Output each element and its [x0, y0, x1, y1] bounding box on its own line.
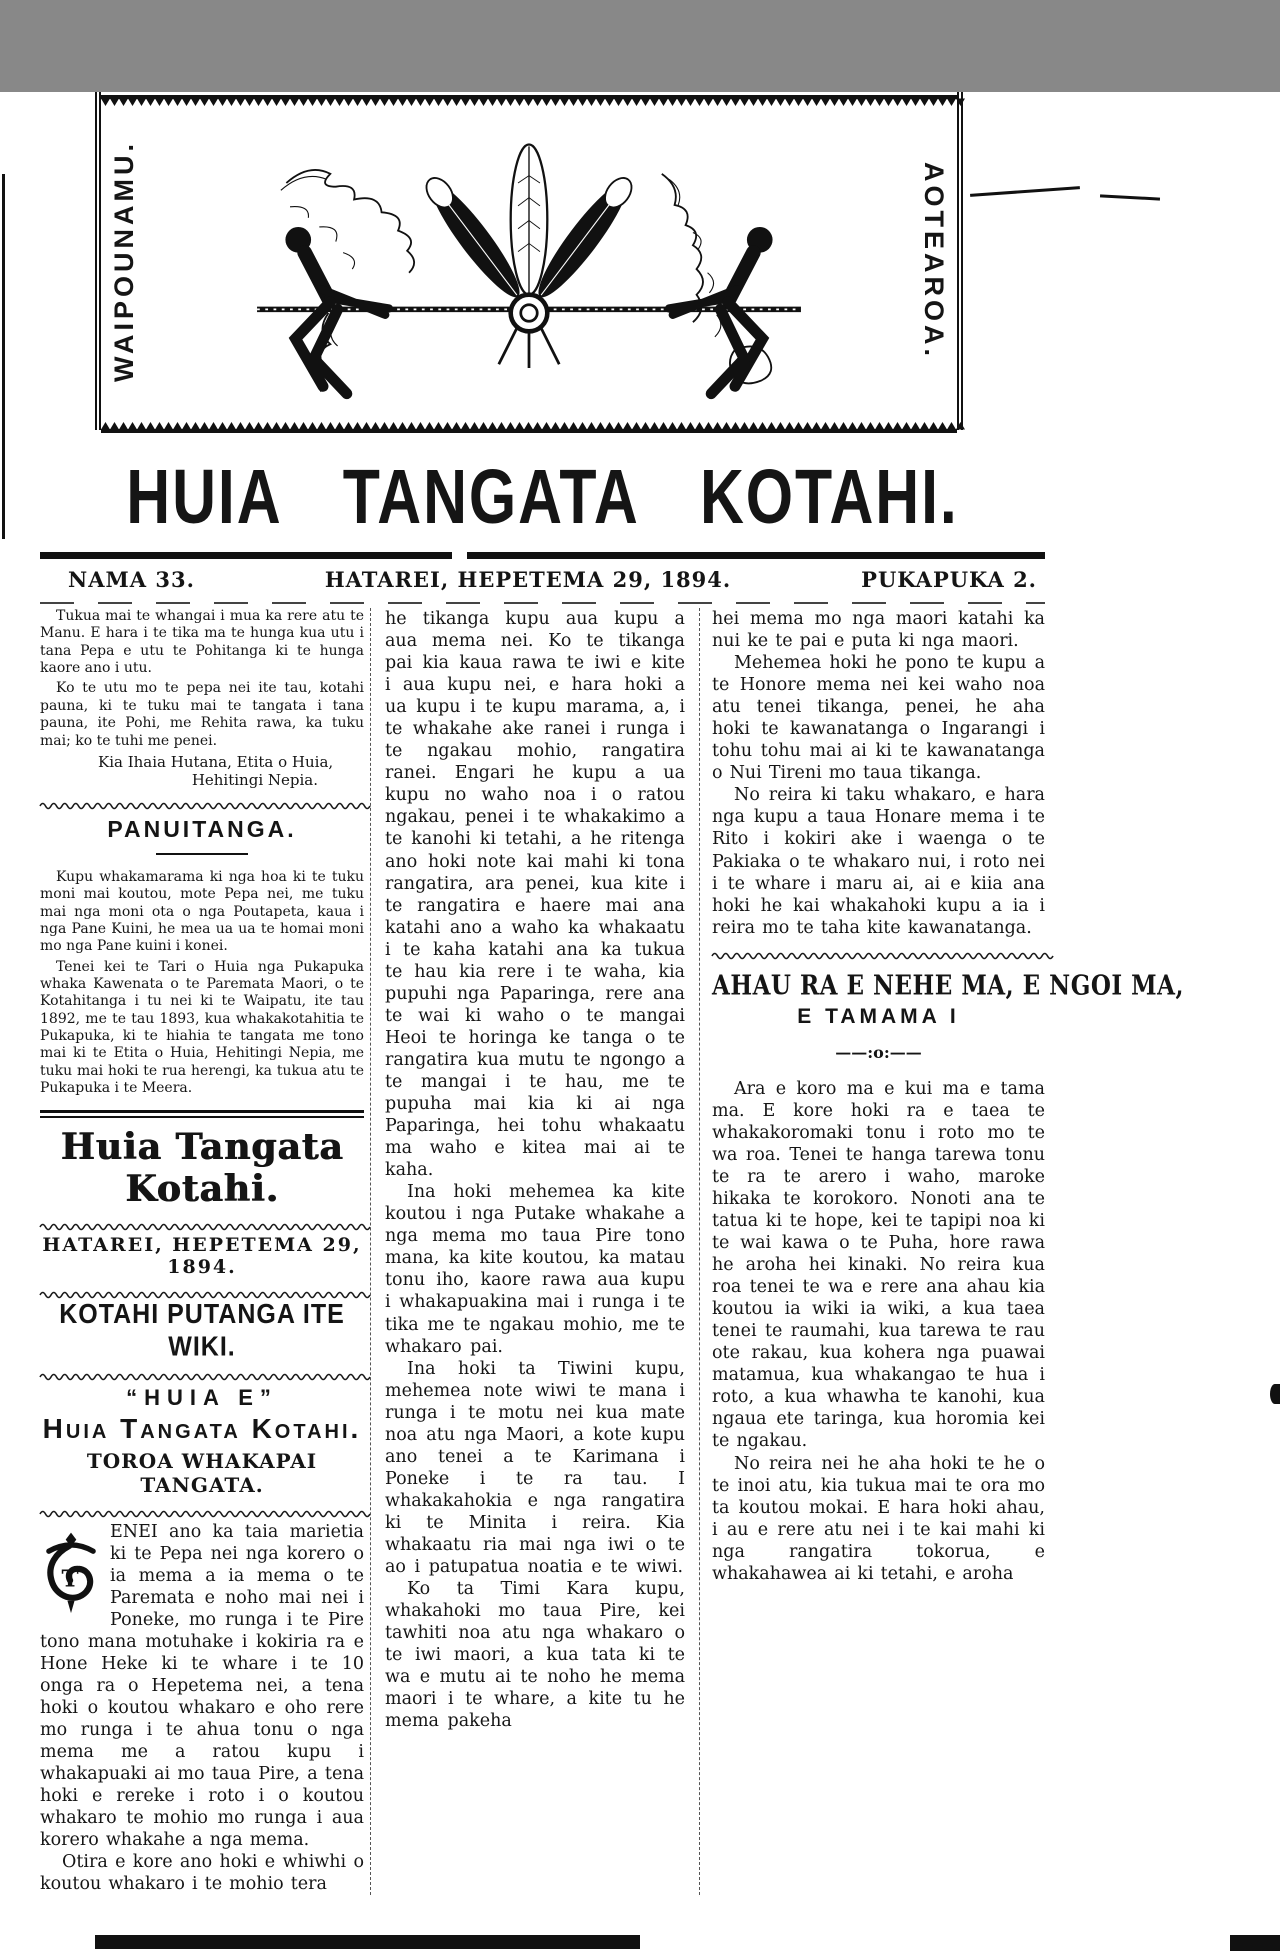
masthead-label-waipounamu: WAIPOUNAMU. [109, 140, 139, 382]
notice-paragraph: Ko te utu mo te pepa nei ite tau, kotahi pauna, ki te tuku mai te tangata i tana pauna, ite Pohi, me Rehita rawa, ka tuku mai; ko te tuhi me penei. [40, 680, 364, 749]
body-paragraph: No reira nei he aha hoki te he o te inoi atu, kia tukua mai te ora mo ta koutou mokai. E hara hoki ahau, i au e rere atu nei i te kai mahi ki nga rangatira tokorua, e whakahawea ai ki tetahi, e aroha [712, 1453, 1045, 1584]
panuitanga-paragraph: Tenei kei te Tari o Huia nga Pukapuka whaka Kawenata o te Paremata Maori, o te Kotahitanga i tu nei ki te Waipatu, ite tau 1892, me te tau 1893, kua whakakotahitia te Pukapuka, ki te hiahia te tangata me tono mai ki te Etita o Huia, Hehitingi Nepia, me tuku mai hoki te rua herengi, ka tukua atu te Pukapuka i te Meera. [40, 958, 364, 1097]
huia-e-line: “HUIA E” [126, 1384, 278, 1410]
wavy-rule [40, 1285, 364, 1295]
paper-date-line: HATAREI, HEPETEMA 29, 1894. [42, 1233, 362, 1278]
wavy-rule [40, 1504, 364, 1514]
masthead-box [95, 92, 963, 430]
wavy-rule [40, 796, 364, 806]
short-rule [156, 853, 248, 855]
scan-artifact-bottom-bar [95, 1935, 640, 1949]
scan-artifact-tear [1100, 194, 1160, 200]
scan-artifact-ink-blob [1270, 1384, 1280, 1404]
column-left [40, 608, 370, 1895]
body-paragraph: Ko ta Timi Kara kupu, whakahoki mo taua Pire, kei tawhiti noa atu nga whakaro o te iwi maori, a kua tata ki te wa e mutu ai te noho he mema maori i te whare, a kite tu he mema pakeha [385, 1579, 685, 1732]
panuitanga-paragraph: Kupu whakamarama ki nga hoa ki te tuku moni mai koutou, mote Pepa nei, me tuku mai nga moni ota o nga Poutapeta, kaua i nga Pane Kuini, he mea ua ua te homai moni mo nga Pane kuini i konei. [40, 868, 364, 955]
paper-motto: TOROA WHAKAPAI TANGATA. [86, 1448, 318, 1497]
drop-cap-letter: T [61, 1565, 79, 1593]
section-divider: ——:o:—— [835, 1042, 922, 1062]
weekly-notice: KOTAHI PUTANGA ITE WIKI. [59, 1298, 345, 1362]
double-rule [40, 1110, 364, 1118]
newspaper-title: HUIA TANGATA KOTAHI. [126, 453, 959, 540]
body-paragraph: he tikanga kupu aua kupu a aua mema nei. Ko te tikanga pai kia kaua rawa te iwi e kite i aua kupu nei, e hara hoki a ua kupu i te kupu marama, a, i te whakahe ake ranei i runga i te ngakau mohio, rangatira ranei. Engari he kupu a ua kupu no waho noa i o ratou ngakau, penei i te whakakimo a te kanohi ki tetahi, a he ritenga ano hoki note kai mahi ki tona rangatira, ara penei, kua kite i te rangatira e haere mai ana katahi ano a waho ka whakaatu i te kaha katahi ana ka tukua te hau kia rere i te waha, kia pupuhi nga Paparinga, rere ana te wai ki waho o te mangai Heoi te horinga ke tanga o te rangatira kua mutu te ngongo a te mangai i te hau, me te pupuha mai kia ki ai nga Paparinga, hei tohu whakaatu ma waho e kitea mai ai te kaha. [385, 609, 685, 1181]
body-paragraph: No reira ki taku whakaro, e hara nga kupu a taua Honare mema i te Rito i kokiri ake i waenga o te Pakiaka o te whakaro nui, i roto nei i te whare i maru ai, ai e kiia ana hoki he kai whakahoki kupu a ia i reira mo te taha kite kawanatanga. [712, 785, 1045, 938]
signature-line: Kia Ihaia Hutana, Etita o Huia, [98, 752, 334, 771]
body-paragraph: Ara e koro ma e kui ma e tama ma. E kore hoki ra e taea te whakakoromaki tonu i roto mo te wa roa. Tenei te hanga tarewa tonu te ra te arero i waho, maroke hikaka te korokoro. Nonoti ana te tatua ki te hope, kei te tapipi noa ki te wai kawa o te Puha, hore rawa he aroha hei kinaki. No reira kua roa tenei te wa e rere ana ahau kia koutou ia wiki ia wiki, a kua taea tenei te raumahi, kua tarewa te rau ote rakau, kua kohera nga puawai matamua, kua whakangao te hua i roto, a kua whawha te kanohi, kua ngaua ete taringa, kua horomia kei te ngakau. [712, 1078, 1045, 1452]
column-middle [370, 608, 700, 1895]
scan-artifact-corner [1230, 1935, 1280, 1951]
lead-paragraph [40, 1521, 364, 1852]
article-columns [40, 608, 1184, 1895]
body-paragraph: Ina hoki mehemea ka kite koutou i nga Putake whakahe a nga mema mo taua Pire tono mana, ka kite koutou, ka matau tonu iho, kaore rawa aua kupu i whakapuakina mai i runga i te tika me te ngakau mohio, me te whakaro pai. [385, 1182, 685, 1357]
masthead-label-aotearoa: AOTEAROA. [919, 162, 949, 360]
newspaper-page [0, 92, 1280, 1951]
body-paragraph: Mehemea hoki he pono te kupu a te Honore mema nei kei waho noa atu tenei tikanga, penei, he aha hoki te kawanatanga o Ingarangi i tohu tohu mai ai ki te kawanatanga o Nui Tireni mo taua tikanga. [712, 653, 1045, 784]
wavy-rule [40, 1367, 364, 1377]
wavy-rule [712, 946, 1045, 956]
body-paragraph: Otira e kore ano hoki e whiwhi o koutou whakaro i te mohio tera [40, 1852, 364, 1895]
wavy-rule [40, 1217, 364, 1227]
panuitanga-heading: PANUITANGA. [107, 815, 297, 842]
body-paragraph: Ina hoki ta Tiwini kupu, mehemea note wiwi te mana i runga i te motu nei kua mate noa atu nga Maori, a kote kupu ano tenei a te Karimana i Poneke i te ra tau. I whakakahokia e nga rangatira ki te Minita i reira. Kia whakaatu ria mai nga iwi o te ao i patupatua noatia e te wiwi. [385, 1358, 685, 1578]
masthead-illustration-tug-of-war [149, 106, 909, 412]
header-rule [40, 602, 1045, 604]
zigzag-border-bottom [101, 418, 957, 430]
column-right [700, 608, 1184, 1895]
lead-text: ENEI ano ka taia marietia ki te Pepa nei nga korero o ia mema a ia mema o te Paremata e noho mai nei i Poneke, mo runga i te Pire tono mana motuhake i kokiria ra e Hone Heke ki te whare i te 10 onga ra o Hepetema nei, a tena hoki o koutou whakaro e oho rere mo runga i te ahua tonu o nga mema me a ratou kupu i whakapuaki ai mo taua Pire, a tena hoki e rereke i roto i o koutou whakaro te mohio mo runga i aua korero whakahe a nga mema. [40, 1521, 364, 1851]
article-heading: E TAMAMA I [797, 1004, 960, 1028]
notice-paragraph: Tukua mai te whangai i mua ka rere atu te Manu. E hara i te tika ma te hunga kua utu i tana Pepa e utu te Pohitanga ki te hunga kaore ano i utu. [40, 608, 364, 677]
body-paragraph: hei mema mo nga maori katahi ka nui ke te pai e puta ki nga maori. [712, 609, 1045, 652]
paper-title-gothic: Huia Tangata Kotahi. [60, 1125, 344, 1210]
article-heading: AHAU RA E NEHE MA, E NGOI MA, [712, 969, 1184, 1002]
issue-number: NAMA 33. [68, 567, 195, 592]
scan-artifact-left-edge [2, 174, 5, 539]
title-rule [40, 552, 1045, 559]
signature-line: Hehitingi Nepia. [191, 770, 318, 789]
issue-header-row [40, 567, 1045, 592]
ornamental-initial [40, 1527, 102, 1617]
issue-date: HATAREI, HEPETEMA 29, 1894. [324, 567, 732, 592]
zigzag-border-top [101, 92, 957, 104]
issue-page-number: PUKAPUKA 2. [861, 567, 1037, 592]
scan-artifact-tear [970, 186, 1080, 197]
paper-subtitle: Huia Tangata Kotahi. [42, 1412, 362, 1444]
